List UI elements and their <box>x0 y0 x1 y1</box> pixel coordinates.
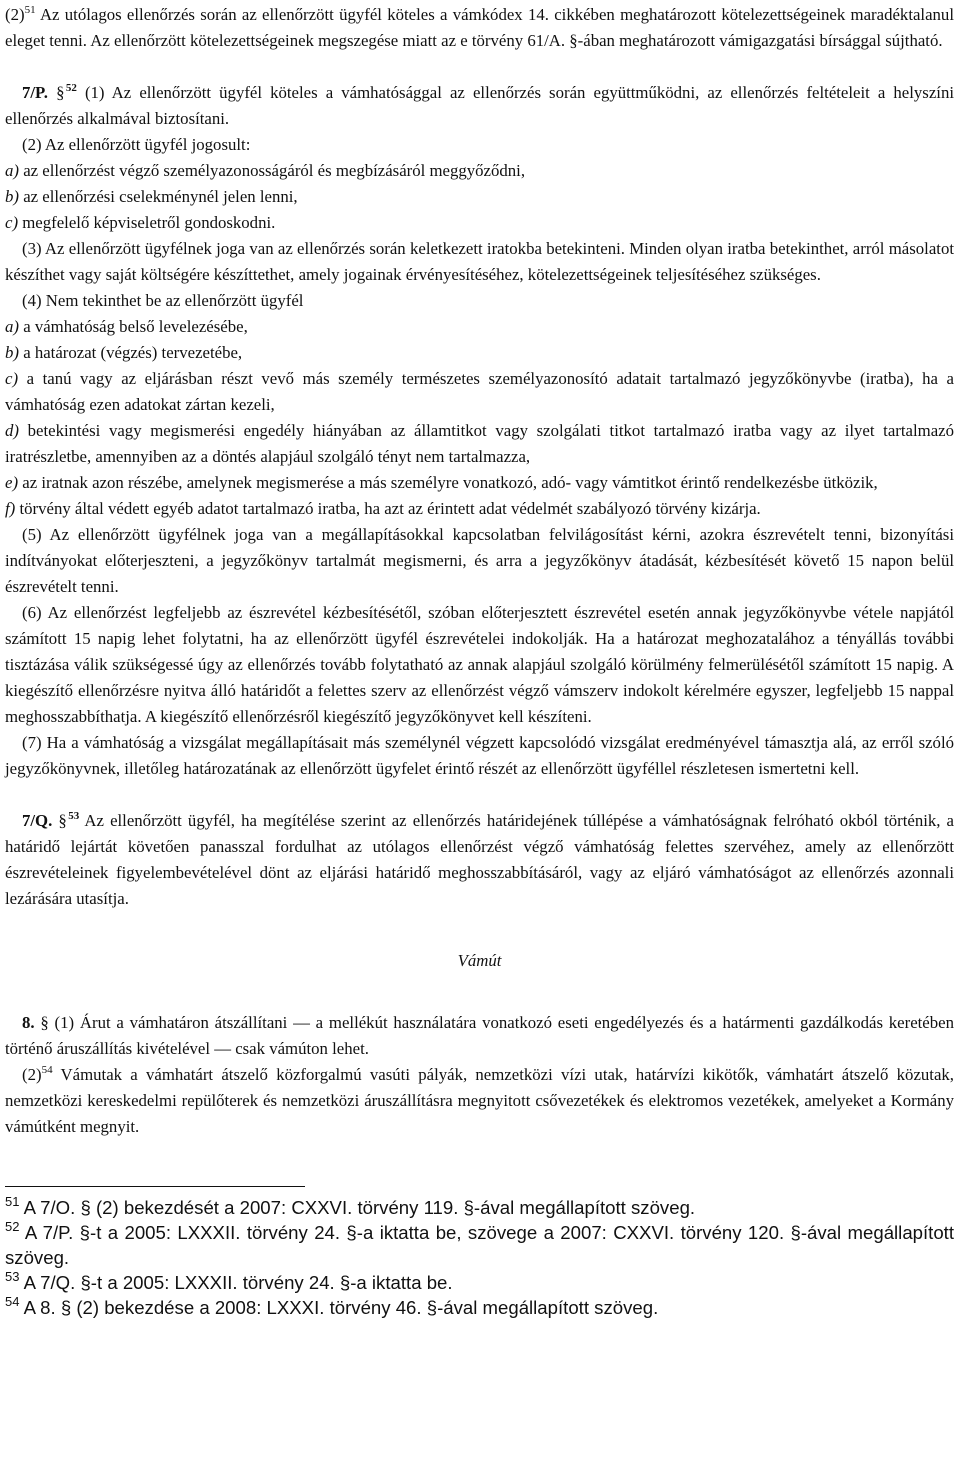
list-item-text: az iratnak azon részébe, amelynek megismerése a más személyre vonatkozó, adó- vagy vámtitkot érintő rendelkezésbe ütközik, <box>22 473 878 492</box>
footnote-number: 52 <box>5 1219 20 1234</box>
section-heading-7q: 7/Q. <box>22 811 53 830</box>
list-item <box>5 418 954 470</box>
section-sign: § <box>40 1013 49 1032</box>
footnote-ref-53[interactable]: 53 <box>68 810 80 822</box>
footnote-number: 53 <box>5 1269 20 1284</box>
list-item-text: megfelelő képviseletről gondoskodni. <box>22 213 276 232</box>
footnote-ref-51[interactable]: 51 <box>24 4 36 16</box>
paragraph-7o-2 <box>5 2 954 54</box>
list-item-text: betekintési vagy megismerési engedély hiányában az államtitkot vagy szolgálati titkot tartalmazó iratba vagy az ilyet tartalmazó iratrészletbe, amennyiben az a döntés alapjául szolgáló tényt nem tartalmazza, <box>5 421 954 466</box>
paragraph-number: (2) <box>22 1065 42 1084</box>
section-7p-paragraph-3: (3) Az ellenőrzött ügyfélnek joga van az ellenőrzés során keletkezett iratokba betekinteni. Minden olyan iratba betekinthet, arról másolatot készíthet vagy saját költségére készíttethet, amely jogainak érvényesítéséhez, kötelezettségeinek teljesítéséhez szükséges. <box>5 239 954 284</box>
section-title <box>5 948 954 974</box>
section-7p-paragraph-5: (5) Az ellenőrzött ügyfélnek joga van a megállapításokkal kapcsolatban felvilágosítást kérni, azokra észrevételt tenni, bizonyítási indítványokat előterjeszteni, a jegyzőkönyv tartalmát megismerni, és arra a jegyzőkönyv átadását, kézbesítését követő 15 napon belül észrevételt tenni. <box>5 525 954 596</box>
list-letter: c) <box>5 213 19 232</box>
list-item-text: a határozat (végzés) tervezetébe, <box>23 343 243 362</box>
list-item-text: törvény által védett egyéb adatot tartalmazó iratba, ha azt az érintett adat védelmét szabályozó törvény kizárja. <box>19 499 761 518</box>
list-letter: a) <box>5 161 19 180</box>
list-letter: c) <box>5 369 19 388</box>
footnote <box>5 1295 954 1320</box>
list-letter: d) <box>5 421 19 440</box>
section-sign: § <box>58 811 67 830</box>
footnote-number: 54 <box>5 1294 20 1309</box>
paragraph-text: (1) Árut a vámhatáron átszállítani — a mellékút használatára vonatkozó eseti engedélyezés és a határmenti gazdálkodás keretében történő áruszállítás kivételével — csak vámúton lehet. <box>5 1013 954 1058</box>
list-item <box>5 158 954 184</box>
section-heading-7p: 7/P. <box>22 83 48 102</box>
section-heading-8: 8. <box>22 1013 35 1032</box>
list-item-text: az ellenőrzési cselekménynél jelen lenni, <box>23 187 298 206</box>
section-title-text: Vámút <box>457 951 502 970</box>
section-sign: § <box>56 83 65 102</box>
section-7p-paragraph-4: (4) Nem tekinthet be az ellenőrzött ügyfél <box>22 291 304 310</box>
list-letter: a) <box>5 317 19 336</box>
paragraph-text: Vámutak a vámhatárt átszelő közforgalmú vasúti pályák, nemzetközi vízi utak, határvízi kikötők, vámhatárt átszelő közutak, nemzetközi kereskedelmi repülőterek és nemzetközi áruszállításra megnyitott csővezetékek és elektromos vezetékek, amelyeket a Kormány vámútként megnyit. <box>5 1065 954 1136</box>
list-item <box>5 184 954 210</box>
list-item-text: a tanú vagy az eljárásban részt vevő más személy természetes személyazonosító adatait tartalmazó jegyzőkönyvbe (iratba), ha a vámhatóság ezen adatokat zártan kezeli, <box>5 369 954 414</box>
paragraph-text: Az utólagos ellenőrzés során az ellenőrzött ügyfél köteles a vámkódex 14. cikkében meghatározott kötelezettségeinek maradéktalanul eleget tenni. Az ellenőrzött kötelezettségeinek megszegése miatt az e törvény 61/A. §-ában meghatározott vámigazgatási bírsággal sújtható. <box>5 5 954 50</box>
footnote <box>5 1220 954 1270</box>
footnote-text: A 7/O. § (2) bekezdését a 2007: CXXVI. törvény 119. §-ával megállapított szöveg. <box>23 1197 696 1218</box>
list-item <box>5 366 954 418</box>
list-item <box>5 314 954 340</box>
section-7p-paragraph-1 <box>5 80 954 132</box>
list-item <box>5 470 954 496</box>
list-item <box>5 210 954 236</box>
list-item <box>5 340 954 366</box>
paragraph-text: (1) Az ellenőrzött ügyfél köteles a vámhatósággal az ellenőrzés során együttműködni, az ellenőrzés feltételeit a helyszíni ellenőrzés alkalmával biztosítani. <box>5 83 955 128</box>
section-7p-paragraph-2: (2) Az ellenőrzött ügyfél jogosult: <box>22 135 251 154</box>
paragraph-text: Az ellenőrzött ügyfél, ha megítélése szerint az ellenőrzés határidejének túllépése a vámhatóságnak felróható okból történik, a határidő lejártát követően panasszal fordulhat az utólagos ellenőrzést végző vámhatóság felettes szervéhez, amely az ellenőrzött észrevételeinek figyelembevételével dönt az eljárási határidő meghosszabbításáról, vagy az eljáró vámhatóságot az ellenőrzés azonnali lezárására utasítja. <box>5 811 955 908</box>
paragraph-number: (2) <box>5 5 25 24</box>
footnote-divider <box>5 1186 305 1187</box>
footnote-ref-52[interactable]: 52 <box>65 82 77 94</box>
list-item-text: az ellenőrzést végző személyazonosságáról és megbízásáról meggyőződni, <box>23 161 526 180</box>
section-7q-paragraph <box>5 808 954 912</box>
footnote-text: A 8. § (2) bekezdése a 2008: LXXXI. törvény 46. §-ával megállapított szöveg. <box>23 1297 659 1318</box>
list-letter: f) <box>5 499 16 518</box>
footnote-text: A 7/Q. §-t a 2005: LXXXII. törvény 24. §-a iktatta be. <box>23 1272 453 1293</box>
section-7p-paragraph-7: (7) Ha a vámhatóság a vizsgálat megállapításait más személynél végzett kapcsolódó vizsgálat eredményével támasztja alá, az erről szóló jegyzőkönyvnek, illetőleg határozatának az ellenőrzött ügyfelet érintő részét az ellenőrzött ügyféllel részletesen ismertetni kell. <box>5 733 954 778</box>
list-letter: b) <box>5 343 19 362</box>
list-item-text: a vámhatóság belső levelezésébe, <box>23 317 248 336</box>
section-7p-paragraph-6: (6) Az ellenőrzést legfeljebb az észrevétel kézbesítésétől, szóban előterjesztett észrevétel esetén annak jegyzőkönyvbe vétele napjától számított 15 napig lehet folytatni, ha az ellenőrzött ügyfél észrevételei indokolják. Ha a határozat meghozatalához a tényállás további tisztázása válik szükségessé úgy az ellenőrzés tovább folytatható az annak alapjául szolgáló körülmény felmerülésétől számított 15 napig. A kiegészítő ellenőrzésre nyitva álló határidőt a felettes szerv az ellenőrzést végző vámszerv indokolt kérelmére egyszer, legfeljebb 15 nappal meghosszabbíthatja. A kiegészítő ellenőrzésről kiegészítő jegyzőkönyvet kell készíteni. <box>5 603 954 726</box>
footnote <box>5 1195 954 1220</box>
footnote <box>5 1270 954 1295</box>
footnote-text: A 7/P. §-t a 2005: LXXXII. törvény 24. §-a iktatta be, szövege a 2007: CXXVI. törvény 120. §-ával megállapított szöveg. <box>5 1222 955 1268</box>
list-letter: b) <box>5 187 19 206</box>
footnote-number: 51 <box>5 1194 20 1209</box>
list-item <box>5 496 954 522</box>
list-letter: e) <box>5 473 19 492</box>
section-8-paragraph-1 <box>5 1010 954 1062</box>
section-8-paragraph-2 <box>5 1062 954 1140</box>
footnote-ref-54[interactable]: 54 <box>41 1064 53 1076</box>
